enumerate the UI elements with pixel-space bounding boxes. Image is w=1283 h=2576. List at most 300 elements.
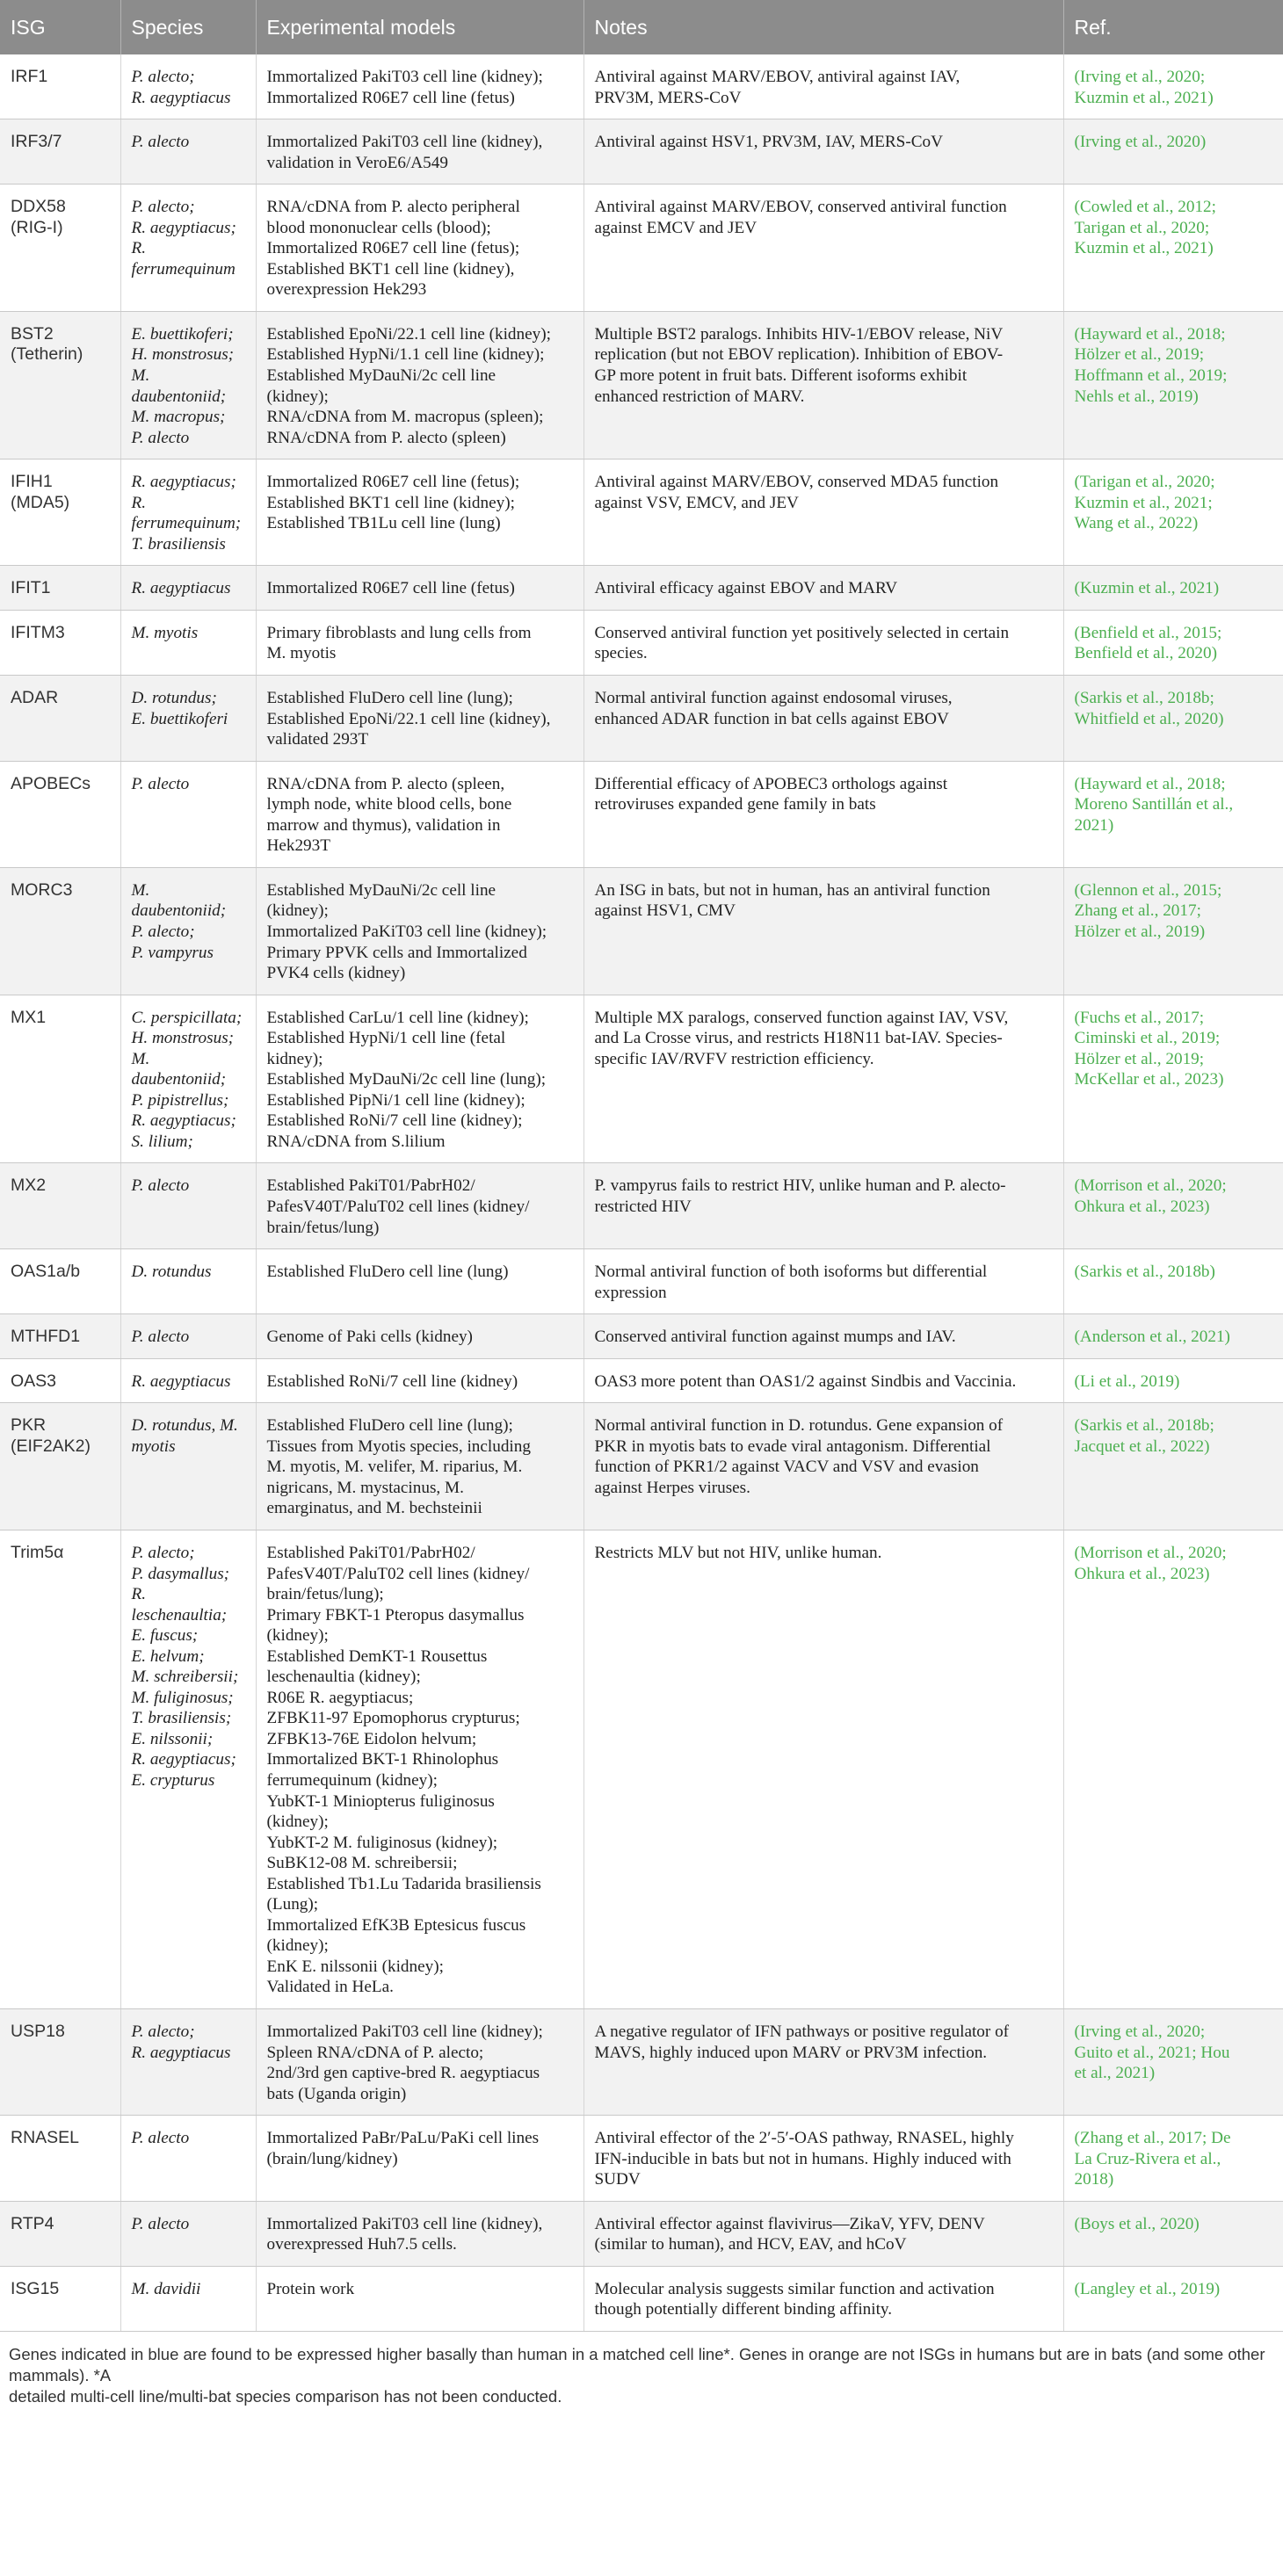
reference-link[interactable]: (Anderson et al., 2021) [1074, 1328, 1230, 1347]
cell-text: M. [131, 880, 150, 900]
cell-text: Primary FBKT-1 Pteropus dasymallus [266, 1605, 525, 1624]
isg-cell [0, 1530, 120, 2008]
cell-text: RNA/cDNA from S.lilium [266, 1132, 446, 1151]
reference-link[interactable]: (Irving et al., 2020; [1074, 68, 1206, 86]
cell-text: Antiviral effector against flavivirus—ZikaV, YFV, DENV [594, 2214, 985, 2233]
ref-cell [1063, 761, 1283, 867]
models-cell [256, 1403, 584, 1530]
species-cell [120, 610, 256, 675]
table-footnote [0, 2332, 1283, 2407]
notes-cell [584, 1530, 1063, 2008]
cell-text: Established MyDauNi/2c cell line (lung); [266, 1070, 547, 1089]
cell-text: A negative regulator of IFN pathways or positive regulator of [594, 2022, 1010, 2042]
cell-text: P. alecto [131, 774, 190, 793]
ref-cell [1063, 185, 1283, 312]
species-cell [120, 185, 256, 312]
cell-text: P. vampyrus fails to restrict HIV, unlike human and P. alecto- [594, 1176, 1006, 1196]
cell-text: lymph node, white blood cells, bone [266, 795, 512, 814]
cell-text: enhanced ADAR function in bat cells against EBOV [594, 709, 949, 728]
cell-text: specific IAV/RVFV restriction efficiency. [594, 1049, 874, 1068]
cell-text: Established RoNi/7 cell line (kidney); [266, 1111, 523, 1131]
reference-link[interactable]: 2018) [1074, 2170, 1114, 2189]
cell-text: PKR [11, 1415, 47, 1436]
reference-link[interactable]: (Zhang et al., 2017; De [1074, 2129, 1231, 2148]
cell-text: overexpressed Huh7.5 cells. [266, 2235, 457, 2254]
cell-text: (kidney); [266, 387, 329, 406]
cell-text: M. myotis, M. velifer, M. riparius, M. [266, 1458, 523, 1477]
cell-text: RNA/cDNA from P. alecto peripheral [266, 198, 520, 217]
cell-text: Antiviral against MARV/EBOV, antiviral against IAV, [594, 68, 960, 86]
cell-text: ZFBK11-97 Epomophorus crypturus; [266, 1709, 520, 1728]
models-cell [256, 2201, 584, 2266]
reference-link[interactable]: Jacquet et al., 2022) [1074, 1436, 1210, 1456]
reference-link[interactable]: Ciminski et al., 2019; [1074, 1029, 1221, 1048]
reference-link[interactable]: Kuzmin et al., 2021) [1074, 239, 1214, 258]
notes-cell [584, 761, 1063, 867]
cell-text: (MDA5) [11, 492, 70, 512]
cell-text: E. nilssonii; [131, 1729, 214, 1748]
cell-text: Established PakiT01/PabrH02/ [266, 1176, 475, 1196]
species-cell [120, 1403, 256, 1530]
species-cell [120, 1163, 256, 1249]
footnote-line: Genes indicated in blue are found to be expressed higher basally than human in a matched cell line*. Genes in orange are not ISGs in humans but are in bats (and some other mammals). *A [9, 2345, 1265, 2385]
cell-text: H. monstrosus; [131, 1029, 235, 1048]
cell-text: D. rotundus [131, 1263, 212, 1282]
cell-text: D. rotundus; [131, 689, 217, 708]
cell-text: (similar to human), and HCV, EAV, and hCoV [594, 2235, 907, 2254]
cell-text: blood mononuclear cells (blood); [266, 218, 491, 237]
cell-text: Antiviral against MARV/EBOV, conserved MDA5 function [594, 473, 999, 492]
cell-text: Multiple BST2 paralogs. Inhibits HIV-1/EBOV release, NiV [594, 324, 1004, 344]
cell-text: E. fuscus; [131, 1626, 199, 1646]
cell-text: nigricans, M. mystacinus, M. [266, 1478, 464, 1497]
cell-text: kidney); [266, 1049, 323, 1068]
reference-link[interactable]: (Kuzmin et al., 2021) [1074, 579, 1220, 598]
cell-text: Established EpoNi/22.1 cell line (kidney), [266, 709, 551, 728]
cell-text: Antiviral against MARV/EBOV, conserved antiviral function [594, 198, 1007, 217]
cell-text: expression [594, 1283, 667, 1302]
cell-text: Established FluDero cell line (lung) [266, 1263, 509, 1282]
reference-link[interactable]: (Hayward et al., 2018; [1074, 774, 1226, 793]
cell-text: T. brasiliensis [131, 534, 226, 554]
cell-text: Established HypNi/1.1 cell line (kidney); [266, 345, 545, 365]
isg-cell [0, 459, 120, 566]
cell-text: Established DemKT-1 Rousettus [266, 1646, 488, 1666]
cell-text: (RIG-I) [11, 217, 63, 237]
isg-cell [0, 1314, 120, 1359]
species-cell [120, 2116, 256, 2202]
cell-text: Antiviral against HSV1, PRV3M, IAV, MERS-CoV [594, 133, 943, 152]
reference-link[interactable]: (Boys et al., 2020) [1074, 2214, 1200, 2233]
cell-text: P. alecto [131, 428, 190, 447]
cell-text: (brain/lung/kidney) [266, 2149, 398, 2168]
isg-cell [0, 1403, 120, 1530]
cell-text: D. rotundus, M. [131, 1416, 238, 1436]
cell-text: (Lung); [266, 1895, 319, 1914]
cell-text: PafesV40T/PaluT02 cell lines (kidney/ [266, 1564, 530, 1583]
ref-cell [1063, 2201, 1283, 2266]
models-cell [256, 1249, 584, 1314]
reference-link[interactable]: Guito et al., 2021; Hou [1074, 2043, 1230, 2062]
cell-text: R06E R. aegyptiacus; [266, 1688, 414, 1707]
reference-link[interactable]: Wang et al., 2022) [1074, 514, 1199, 533]
cell-text: Immortalized R06E7 cell line (fetus) [266, 579, 515, 598]
cell-text: marrow and thymus), validation in [266, 815, 501, 835]
species-cell [120, 1530, 256, 2008]
species-cell [120, 1249, 256, 1314]
cell-text: Established RoNi/7 cell line (kidney) [266, 1371, 518, 1391]
ref-cell [1063, 2009, 1283, 2116]
ref-cell [1063, 1358, 1283, 1403]
cell-text: brain/fetus/lung) [266, 1218, 380, 1237]
column-header-ref: Ref. [1063, 0, 1283, 54]
cell-text: (Tetherin) [11, 344, 83, 365]
ref-cell [1063, 119, 1283, 185]
cell-text: E. helvum; [131, 1646, 205, 1666]
cell-text: R. aegyptiacus; [131, 1750, 236, 1769]
cell-text: M. [131, 366, 150, 386]
cell-text: P. alecto; [131, 1543, 195, 1562]
cell-text: OAS3 more potent than OAS1/2 against Sindbis and Vaccinia. [594, 1371, 1017, 1391]
notes-cell [584, 2009, 1063, 2116]
species-cell [120, 54, 256, 119]
cell-text: Immortalized PakiT03 cell line (kidney); [266, 2022, 543, 2042]
reference-link[interactable]: Ohkura et al., 2023) [1074, 1197, 1210, 1216]
cell-text: Established MyDauNi/2c cell line [266, 880, 497, 900]
reference-link[interactable]: (Irving et al., 2020) [1074, 133, 1207, 152]
ref-cell [1063, 610, 1283, 675]
table-row [0, 2116, 1283, 2202]
cell-text: P. alecto [131, 1328, 190, 1347]
isg-cell [0, 610, 120, 675]
notes-cell [584, 610, 1063, 675]
cell-text: OAS1a/b [11, 1262, 81, 1282]
cell-text: YubKT-2 M. fuliginosus (kidney); [266, 1833, 498, 1852]
cell-text: Spleen RNA/cDNA of P. alecto; [266, 2043, 484, 2062]
reference-link[interactable]: Moreno Santillán et al., [1074, 795, 1234, 814]
reference-link[interactable]: (Morrison et al., 2020; [1074, 1176, 1227, 1196]
cell-text: ADAR [11, 688, 59, 708]
cell-text: E. buettikoferi [131, 709, 228, 728]
reference-link[interactable]: Hölzer et al., 2019; [1074, 345, 1205, 365]
cell-text: Antiviral effector of the 2′-5′-OAS pathway, RNASEL, highly [594, 2129, 1014, 2148]
cell-text: R. aegyptiacus; [131, 473, 236, 492]
ref-cell [1063, 676, 1283, 762]
cell-text: M. davidii [131, 2279, 201, 2298]
cell-text: R. [131, 493, 147, 512]
table-row [0, 2201, 1283, 2266]
cell-text: IRF1 [11, 67, 48, 86]
cell-text: validated 293T [266, 730, 369, 749]
reference-link[interactable]: (Benfield et al., 2015; [1074, 623, 1222, 642]
reference-link[interactable]: Hölzer et al., 2019) [1074, 922, 1206, 941]
cell-text: brain/fetus/lung); [266, 1585, 384, 1604]
table-row [0, 867, 1283, 995]
cell-text: PKR in myotis bats to evade viral antagonism. Differential [594, 1436, 991, 1456]
models-cell [256, 1314, 584, 1359]
table-row [0, 1163, 1283, 1249]
cell-text: SUDV [594, 2170, 641, 2189]
cell-text: An ISG in bats, but not in human, has an antiviral function [594, 880, 990, 900]
cell-text: bats (Uganda origin) [266, 2084, 407, 2103]
cell-text: Established CarLu/1 cell line (kidney); [266, 1008, 529, 1027]
column-header-notes: Notes [584, 0, 1063, 54]
cell-text: RNA/cDNA from M. macropus (spleen); [266, 408, 544, 427]
cell-text: M. [131, 1049, 150, 1068]
reference-link[interactable]: Tarigan et al., 2020; [1074, 218, 1210, 237]
cell-text: Immortalized R06E7 cell line (fetus) [266, 88, 515, 107]
cell-text: Genome of Paki cells (kidney) [266, 1328, 473, 1347]
cell-text: P. alecto; [131, 198, 195, 217]
species-cell [120, 311, 256, 459]
cell-text: PVK4 cells (kidney) [266, 964, 406, 983]
cell-text: Immortalized R06E7 cell line (fetus); [266, 239, 520, 258]
notes-cell [584, 459, 1063, 566]
cell-text: OAS3 [11, 1371, 57, 1391]
cell-text: retroviruses expanded gene family in bats [594, 795, 876, 814]
cell-text: daubentoniid; [131, 901, 227, 921]
table-row [0, 610, 1283, 675]
notes-cell [584, 2116, 1063, 2202]
cell-text: RNA/cDNA from P. alecto (spleen) [266, 428, 506, 447]
ref-cell [1063, 54, 1283, 119]
isg-cell [0, 2009, 120, 2116]
models-cell [256, 459, 584, 566]
cell-text: Established BKT1 cell line (kidney), [266, 259, 515, 279]
cell-text: MORC3 [11, 879, 73, 900]
isg-cell [0, 1249, 120, 1314]
reference-link[interactable]: Nehls et al., 2019) [1074, 387, 1199, 406]
reference-link[interactable]: 2021) [1074, 815, 1114, 835]
reference-link[interactable]: Ohkura et al., 2023) [1074, 1564, 1210, 1583]
cell-text: E. crypturus [131, 1771, 215, 1790]
species-cell [120, 459, 256, 566]
cell-text: Conserved antiviral function yet positively selected in certain [594, 623, 1010, 642]
species-cell [120, 1358, 256, 1403]
cell-text: Established Tb1.Lu Tadarida brasiliensis [266, 1874, 541, 1893]
reference-link[interactable]: (Hayward et al., 2018; [1074, 324, 1226, 344]
cell-text: Established FluDero cell line (lung); [266, 689, 513, 708]
cell-text: PRV3M, MERS-CoV [594, 88, 742, 107]
ref-cell [1063, 1530, 1283, 2008]
cell-text: Primary fibroblasts and lung cells from [266, 623, 532, 642]
cell-text: R. aegyptiacus; [131, 218, 236, 237]
cell-text: IRF3/7 [11, 132, 62, 152]
cell-text: myotis [131, 1436, 176, 1456]
ref-cell [1063, 995, 1283, 1163]
cell-text: BST2 [11, 323, 54, 344]
cell-text: R. leschenaultia; [131, 1585, 228, 1624]
cell-text: P. alecto [131, 2214, 190, 2233]
cell-text: USP18 [11, 2022, 65, 2042]
cell-text: R. aegyptiacus; [131, 1111, 236, 1131]
cell-text: overexpression Hek293 [266, 280, 427, 300]
cell-text: Restricts MLV but not HIV, unlike human. [594, 1543, 882, 1562]
reference-link[interactable]: Whitfield et al., 2020) [1074, 709, 1224, 728]
reference-link[interactable]: (Sarkis et al., 2018b; [1074, 689, 1214, 708]
cell-text: RTP4 [11, 2213, 54, 2233]
table-row [0, 119, 1283, 185]
cell-text: (EIF2AK2) [11, 1436, 91, 1456]
notes-cell [584, 1163, 1063, 1249]
cell-text: Protein work [266, 2279, 355, 2298]
cell-text: IFITM3 [11, 622, 65, 642]
cell-text: P. alecto [131, 133, 190, 152]
cell-text: Multiple MX paralogs, conserved function against IAV, VSV, [594, 1008, 1009, 1027]
cell-text: validation in VeroE6/A549 [266, 153, 448, 172]
isg-cell [0, 2266, 120, 2331]
cell-text: IFIH1 [11, 472, 53, 492]
cell-text: Established PakiT01/PabrH02/ [266, 1543, 475, 1562]
cell-text: Molecular analysis suggests similar function and activation [594, 2279, 995, 2298]
isg-cell [0, 676, 120, 762]
reference-link[interactable]: Hoffmann et al., 2019; [1074, 366, 1228, 386]
cell-text: against Herpes viruses. [594, 1478, 750, 1497]
reference-link[interactable]: (Li et al., 2019) [1074, 1371, 1180, 1391]
ref-cell [1063, 1314, 1283, 1359]
table-row [0, 761, 1283, 867]
reference-link[interactable]: McKellar et al., 2023) [1074, 1070, 1224, 1089]
notes-cell [584, 119, 1063, 185]
cell-text: (kidney); [266, 1936, 329, 1956]
models-cell [256, 1358, 584, 1403]
notes-cell [584, 676, 1063, 762]
ref-cell [1063, 2116, 1283, 2202]
cell-text: Normal antiviral function in D. rotundus. Gene expansion of [594, 1416, 1004, 1436]
models-cell [256, 761, 584, 867]
cell-text: Established FluDero cell line (lung); [266, 1416, 513, 1436]
reference-link[interactable]: Hölzer et al., 2019; [1074, 1049, 1205, 1068]
isg-cell [0, 995, 120, 1163]
cell-text: Established HypNi/1 cell line (fetal [266, 1029, 506, 1048]
cell-text: ISG15 [11, 2278, 60, 2298]
cell-text: daubentoniid; [131, 387, 227, 406]
cell-text: Immortalized EfK3B Eptesicus fuscus [266, 1915, 526, 1935]
models-cell [256, 2009, 584, 2116]
isg-cell [0, 311, 120, 459]
cell-text: restricted HIV [594, 1197, 692, 1216]
ref-cell [1063, 1403, 1283, 1530]
models-cell [256, 2116, 584, 2202]
cell-text: R. aegyptiacus [131, 1371, 231, 1391]
cell-text: enhanced restriction of MARV. [594, 387, 805, 406]
species-cell [120, 2009, 256, 2116]
cell-text: Established PipNi/1 cell line (kidney); [266, 1090, 526, 1110]
models-cell [256, 119, 584, 185]
reference-link[interactable]: Kuzmin et al., 2021) [1074, 88, 1214, 107]
species-cell [120, 676, 256, 762]
ref-cell [1063, 2266, 1283, 2331]
cell-text: C. perspicillata; [131, 1008, 243, 1027]
table-row [0, 459, 1283, 566]
cell-text: replication (but not EBOV replication). Inhibition of EBOV- [594, 345, 1004, 365]
cell-text: daubentoniid; [131, 1070, 227, 1089]
table-row [0, 54, 1283, 119]
models-cell [256, 995, 584, 1163]
reference-link[interactable]: (Cowled et al., 2012; [1074, 198, 1216, 217]
notes-cell [584, 2266, 1063, 2331]
cell-text: Antiviral efficacy against EBOV and MARV [594, 579, 898, 598]
cell-text: ferrumequinum; [131, 514, 242, 533]
ref-cell [1063, 459, 1283, 566]
cell-text: R. aegyptiacus [131, 2043, 231, 2062]
cell-text: (kidney); [266, 1626, 329, 1646]
ref-cell [1063, 867, 1283, 995]
cell-text: ferrumequinum [131, 259, 236, 279]
cell-text: Immortalized PakiT03 cell line (kidney), [266, 133, 543, 152]
isg-cell [0, 54, 120, 119]
cell-text: RNASEL [11, 2128, 80, 2148]
table-row [0, 2009, 1283, 2116]
cell-text: and La Crosse virus, and restricts H18N11 bat-IAV. Species- [594, 1029, 1003, 1048]
cell-text: MX2 [11, 1176, 47, 1196]
cell-text: Established BKT1 cell line (kidney); [266, 493, 515, 512]
notes-cell [584, 185, 1063, 312]
table-row [0, 1403, 1283, 1530]
cell-text: P. vampyrus [131, 943, 214, 962]
cell-text: R. aegyptiacus [131, 88, 231, 107]
species-cell [120, 867, 256, 995]
reference-link[interactable]: (Fuchs et al., 2017; [1074, 1008, 1205, 1027]
cell-text: Normal antiviral function of both isoforms but differential [594, 1263, 988, 1282]
reference-link[interactable]: (Langley et al., 2019) [1074, 2279, 1221, 2298]
reference-link[interactable]: Kuzmin et al., 2021; [1074, 493, 1213, 512]
cell-text: Conserved antiviral function against mumps and IAV. [594, 1328, 956, 1347]
cell-text: EnK E. nilssonii (kidney); [266, 1957, 444, 1976]
reference-link[interactable]: (Sarkis et al., 2018b; [1074, 1416, 1214, 1436]
isg-cell [0, 2201, 120, 2266]
reference-link[interactable]: La Cruz-Rivera et al., [1074, 2149, 1221, 2168]
cell-text: P. alecto [131, 1176, 190, 1196]
cell-text: Tissues from Myotis species, including [266, 1436, 531, 1456]
cell-text: MX1 [11, 1007, 47, 1027]
isg-cell [0, 119, 120, 185]
cell-text: Normal antiviral function against endosomal viruses, [594, 689, 953, 708]
cell-text: M. fuliginosus; [131, 1688, 234, 1707]
reference-link[interactable]: Benfield et al., 2020) [1074, 644, 1218, 663]
notes-cell [584, 1249, 1063, 1314]
isg-cell [0, 2116, 120, 2202]
models-cell [256, 1530, 584, 2008]
column-header-models: Experimental models [256, 0, 584, 54]
cell-text: species. [594, 644, 648, 663]
reference-link[interactable]: Zhang et al., 2017; [1074, 901, 1201, 921]
cell-text: E. buettikoferi; [131, 324, 234, 344]
reference-link[interactable]: et al., 2021) [1074, 2064, 1156, 2083]
cell-text: R. aegyptiacus [131, 579, 231, 598]
species-cell [120, 2201, 256, 2266]
reference-link[interactable]: (Irving et al., 2020; [1074, 2022, 1206, 2042]
reference-link[interactable]: (Glennon et al., 2015; [1074, 880, 1222, 900]
cell-text: Hek293T [266, 836, 330, 856]
notes-cell [584, 311, 1063, 459]
reference-link[interactable]: (Sarkis et al., 2018b) [1074, 1263, 1215, 1282]
cell-text: Trim5α [11, 1542, 64, 1562]
cell-text: SuBK12-08 M. schreibersii; [266, 1854, 458, 1873]
cell-text: M. myotis [131, 623, 199, 642]
cell-text: Validated in HeLa. [266, 1978, 394, 1997]
cell-text: YubKT-1 Miniopterus fuliginosus [266, 1791, 495, 1811]
reference-link[interactable]: (Morrison et al., 2020; [1074, 1543, 1227, 1562]
table-row [0, 1249, 1283, 1314]
reference-link[interactable]: (Tarigan et al., 2020; [1074, 473, 1215, 492]
table-row [0, 995, 1283, 1163]
cell-text: Established TB1Lu cell line (lung) [266, 514, 501, 533]
cell-text: H. monstrosus; [131, 345, 235, 365]
table-body [0, 54, 1283, 2332]
cell-text: Immortalized PakiT03 cell line (kidney), [266, 2214, 543, 2233]
cell-text: ZFBK13-76E Eidolon helvum; [266, 1729, 477, 1748]
